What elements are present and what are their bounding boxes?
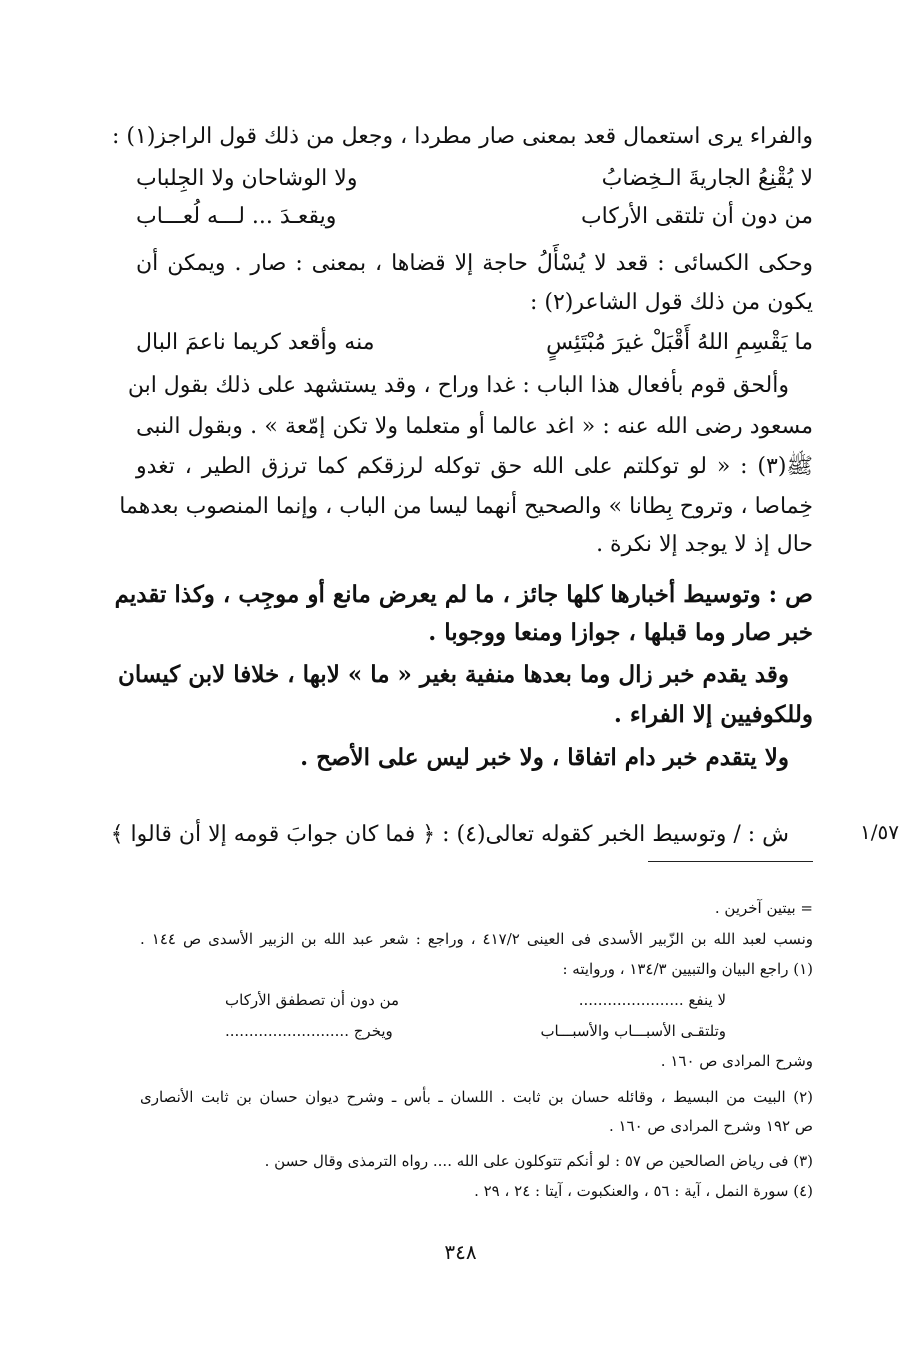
matn-line-2: خبر صار وما قبلها ، جوازا ومنعا ووجوبا .: [428, 619, 813, 646]
body-line-7: خِماصا ، وتروح بِطانا » والصحيح أنهما ليسا من الباب ، وإنما المنصوب بعدهما: [119, 494, 813, 519]
footnote-verse-2b: ويخرج ..........................: [225, 1022, 393, 1040]
footnote-2-line-1: (٢) البيت من البسيط ، وقائله حسان بن ثابت . اللسان ـ بأس ـ وشرح ديوان حسان بن ثابت الأنصارى: [140, 1088, 813, 1106]
footnote-verse-1a: لا ينفع ......................: [578, 991, 726, 1009]
body-line-6: ﷺ(٣) : « لو توكلتم على الله حق توكله لرزقكم كما ترزق الطير ، تغدو: [136, 454, 813, 479]
manuscript-folio-ref: ١/٥٧: [860, 820, 899, 844]
footnote-verse-1b: من دون أن تصطفق الأركاب: [225, 991, 400, 1009]
body-line-5: مسعود رضى الله عنه : « اغد عالما أو متعلما ولا تكن إمّعة » . وبقول النبى: [136, 414, 813, 439]
footnote-separator: [648, 861, 813, 862]
footnote-continuation-2: ونسب لعبد الله بن الزّبير الأسدى فى العينى ٤١٧/٢ ، وراجع : شعر عبد الله بن الزبير الأسدى ص ١٤٤ .: [140, 930, 813, 948]
footnote-4: (٤) سورة النمل ، آية : ٥٦ ، والعنكبوت ، آيتا : ٢٤ ، ٢٩ .: [474, 1182, 813, 1200]
page-number: ٣٤٨: [444, 1240, 477, 1264]
verse-2-first-hemistich: من دون أن تلتقى الأركاب: [580, 204, 813, 229]
footnote-1-continued: وشرح المرادى ص ١٦٠ .: [660, 1052, 813, 1070]
verse-2-second-hemistich: ويقعـدَ ... لـــه لُعـــاب: [136, 204, 337, 229]
body-line-2: وحكى الكسائى : قعد لا يُسْأَلُ حاجة إلا قضاها ، بمعنى : صار . ويمكن أن: [136, 251, 814, 276]
verse-3-first-hemistich: ما يَقْسِمِ اللهُ أَقْبَلْ غيرَ مُبْتَئِسٍ: [546, 330, 813, 355]
verse-1-first-hemistich: لا يُقْنِعُ الجاريةَ الـخِضابُ: [601, 166, 813, 191]
footnote-1: (١) راجع البيان والتبيين ١٣٤/٣ ، وروايته :: [562, 960, 813, 978]
body-line-3: يكون من ذلك قول الشاعر(٢) :: [529, 290, 813, 315]
footnote-verse-2a: وتلتقـى الأسبـــاب والأسبـــاب: [540, 1022, 726, 1040]
matn-line-5: ولا يتقدم خبر دام اتفاقا ، ولا خبر ليس على الأصح .: [300, 744, 789, 771]
footnote-2-line-2: ص ١٩٢ وشرح المرادى ص ١٦٠ .: [608, 1117, 813, 1135]
body-line-1: والفراء يرى استعمال قعد بمعنى صار مطردا ، وجعل من ذلك قول الراجز(١) :: [111, 124, 813, 149]
footnote-continuation-1: = بيتين آخرين .: [714, 899, 813, 917]
verse-1-second-hemistich: ولا الوشاحان ولا الجِلباب: [136, 166, 358, 191]
matn-line-4: وللكوفيين إلا الفراء .: [613, 701, 813, 728]
verse-3-second-hemistich: منه وأقعد كريما ناعمَ البال: [136, 330, 375, 355]
matn-line-1: ص : وتوسيط أخبارها كلها جائز ، ما لم يعرض مانع أو موجِب ، وكذا تقديم: [114, 581, 813, 608]
body-line-8: حال إذ لا يوجد إلا نكرة .: [596, 532, 813, 557]
footnote-3: (٣) فى رياض الصالحين ص ٥٧ : لو أنكم تتوكلون على الله .... رواه الترمذى وقال حسن .: [264, 1152, 813, 1170]
sharh-line-1: ش : / وتوسيط الخبر كقوله تعالى(٤) : ﴿ فما كان جوابَ قومه إلا أن قالوا ﴾: [110, 822, 789, 847]
body-line-4: وألحق قوم بأفعال هذا الباب : غدا وراح ، وقد يستشهد على ذلك بقول ابن: [127, 373, 789, 398]
matn-line-3: وقد يقدم خبر زال وما بعدها منفية بغير « ما » لابها ، خلافا لابن كيسان: [117, 661, 789, 688]
